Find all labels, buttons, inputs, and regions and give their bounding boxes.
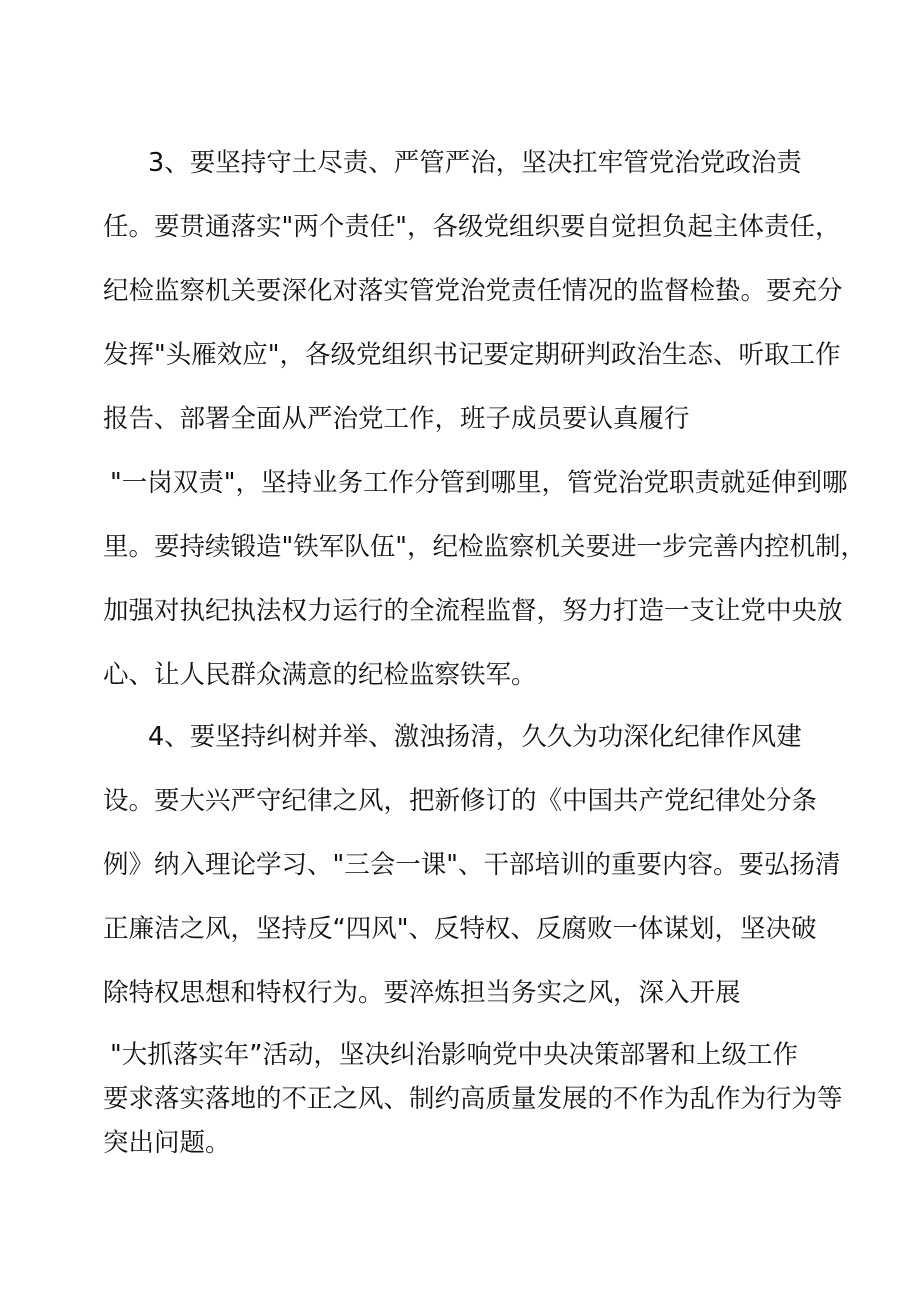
paragraph-3-line-4: 发挥"头雁效应"，各级党组织书记要定期研判政治生态、听取工作: [103, 340, 841, 370]
paragraph-4-line-6: "大抓落实年”活动，坚决纠治影响党中央决策部署和上级工作: [110, 1040, 798, 1070]
paragraph-3-line-7: 里。要持续锻造"铁军队伍"，纪检监察机关要进一步完善内控机制，: [103, 532, 866, 562]
paragraph-4-line-4: 正廉洁之风，坚持反“四风"、反特权、反腐败一体谋划，坚决破: [103, 914, 817, 944]
paragraph-3-line-8: 加强对执纪执法权力运行的全流程监督，努力打造一支让党中央放: [103, 596, 843, 626]
paragraph-4-line-7: 要求落实落地的不正之风、制约高质量发展的不作为乱作为行为等: [103, 1084, 843, 1114]
paragraph-3-line-1: 3、要坚持守土尽责、严管严治，坚决扛牢管党治党政治责: [148, 148, 802, 178]
paragraph-3-line-6: "一岗双责"，坚持业务工作分管到哪里，管党治党职责就延伸到哪: [110, 468, 848, 498]
paragraph-4-line-3: 例》纳入理论学习、"三会一课"、干部培训的重要内容。要弘扬清: [103, 850, 841, 880]
paragraph-4-line-8: 突出问题。: [103, 1128, 231, 1158]
paragraph-3-line-5: 报告、部署全面从严治党工作，班子成员要认真履行: [103, 404, 690, 434]
paragraph-3-line-3: 纪检监察机关要深化对落实管党治党责任情况的监督检蛰。要充分: [103, 276, 843, 306]
paragraph-4-line-2: 设。要大兴严守纪律之风，把新修订的《中国共产党纪律处分条: [103, 786, 818, 816]
paragraph-4-line-5: 除特权思想和特权行为。要淬炼担当务实之风，深入开展: [103, 978, 741, 1008]
paragraph-3-line-9: 心、让人民群众满意的纪检监察铁军。: [103, 660, 537, 690]
paragraph-3-line-2: 任。要贯通落实"两个责任"，各级党组织要自觉担负起主体责任，: [103, 212, 841, 242]
paragraph-4-line-1: 4、要坚持纠树并举、激浊扬清，久久为功深化纪律作风建: [148, 722, 802, 752]
